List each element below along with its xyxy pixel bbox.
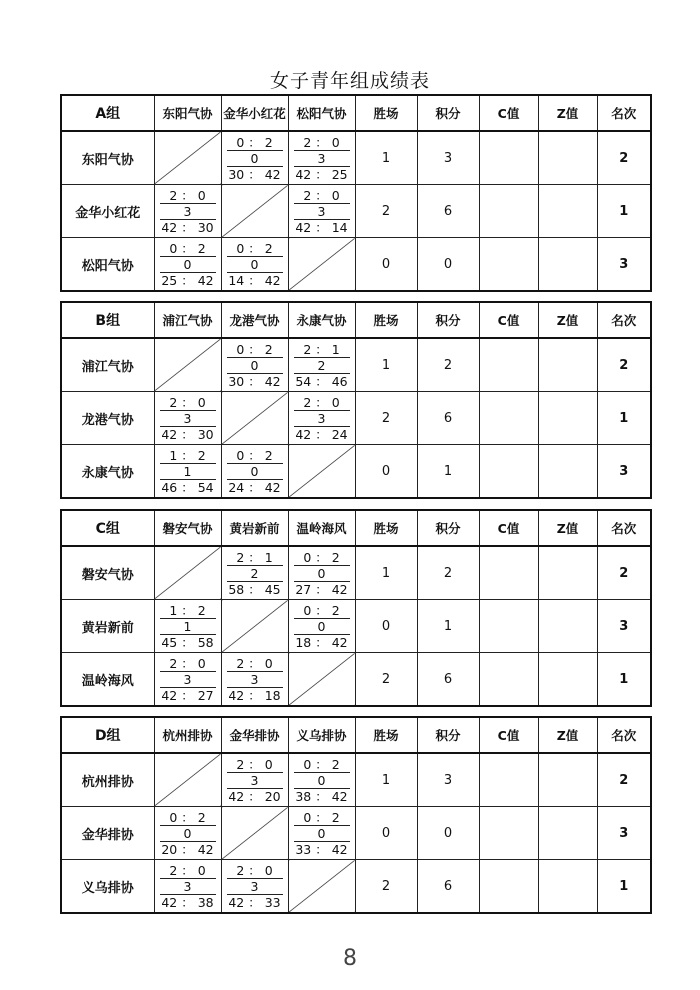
points-awarded: 3 (160, 411, 216, 427)
table-row (61, 338, 651, 392)
match-score (289, 600, 355, 652)
z-value (538, 653, 597, 707)
page-title: 女子青年组成绩表 (269, 70, 430, 92)
wins-value: 1 (355, 131, 417, 185)
match-result-cell (221, 653, 288, 707)
match-result-cell (154, 807, 221, 860)
header-wins: 胜场 (355, 717, 417, 753)
wins-value: 2 (355, 185, 417, 238)
table-row (61, 860, 651, 914)
points-value: 6 (417, 653, 479, 707)
column-team-name: 金华小红花 (221, 95, 288, 131)
column-team-name: 龙港气协 (221, 302, 288, 338)
set-score: 0 ： 2 (294, 757, 350, 773)
points-value: 2 (417, 338, 479, 392)
c-value (479, 338, 538, 392)
table-row (61, 546, 651, 600)
match-result-cell (154, 238, 221, 292)
group-table (60, 301, 652, 499)
column-team-name: 金华排协 (221, 717, 288, 753)
match-result-cell (288, 753, 355, 807)
z-value (538, 338, 597, 392)
column-team-name: 松阳气协 (288, 95, 355, 131)
points-value: 6 (417, 860, 479, 914)
rally-points: 42 ： 20 (228, 788, 281, 804)
wins-value: 2 (355, 653, 417, 707)
match-result-cell (221, 131, 288, 185)
rally-points: 27 ： 42 (295, 581, 348, 597)
rank-value: 3 (597, 600, 651, 653)
rally-points: 20 ： 42 (161, 841, 214, 857)
c-value (479, 131, 538, 185)
points-value: 1 (417, 445, 479, 499)
header-c-value: C值 (479, 302, 538, 338)
self-match-cell (154, 546, 221, 600)
match-result-cell (221, 338, 288, 392)
c-value (479, 600, 538, 653)
table-row (61, 807, 651, 860)
match-result-cell (221, 445, 288, 499)
header-points: 积分 (417, 302, 479, 338)
points-awarded: 0 (294, 826, 350, 842)
match-score (289, 807, 355, 859)
c-value (479, 807, 538, 860)
set-score: 0 ： 2 (227, 241, 283, 257)
header-row (61, 510, 651, 546)
table-row (61, 653, 651, 707)
points-value: 3 (417, 131, 479, 185)
table-row (61, 131, 651, 185)
set-score: 2 ： 0 (227, 656, 283, 672)
header-row (61, 717, 651, 753)
match-result-cell (288, 338, 355, 392)
points-value: 6 (417, 392, 479, 445)
rally-points: 46 ： 54 (161, 479, 214, 495)
group-table (60, 509, 652, 707)
wins-value: 0 (355, 238, 417, 292)
c-value (479, 653, 538, 707)
points-value: 0 (417, 238, 479, 292)
header-wins: 胜场 (355, 510, 417, 546)
set-score: 0 ： 2 (294, 810, 350, 826)
points-awarded: 3 (294, 204, 350, 220)
rank-value: 3 (597, 445, 651, 499)
header-points: 积分 (417, 95, 479, 131)
match-result-cell (154, 445, 221, 499)
set-score: 2 ： 0 (160, 863, 216, 879)
points-awarded: 2 (294, 358, 350, 374)
points-value: 0 (417, 807, 479, 860)
match-result-cell (288, 600, 355, 653)
rally-points: 42 ： 25 (295, 166, 348, 182)
column-team-name: 义乌排协 (288, 717, 355, 753)
match-result-cell (288, 131, 355, 185)
set-score: 2 ： 0 (227, 757, 283, 773)
header-rank: 名次 (597, 95, 651, 131)
points-awarded: 2 (227, 566, 283, 582)
set-score: 0 ： 2 (227, 448, 283, 464)
column-team-name: 东阳气协 (154, 95, 221, 131)
row-team-name: 龙港气协 (61, 392, 154, 445)
rally-points: 25 ： 42 (161, 272, 214, 288)
row-team-name: 黄岩新前 (61, 600, 154, 653)
row-team-name: 金华小红花 (61, 185, 154, 238)
match-result-cell (154, 600, 221, 653)
header-wins: 胜场 (355, 302, 417, 338)
z-value (538, 807, 597, 860)
c-value (479, 238, 538, 292)
match-score (222, 653, 288, 705)
header-z-value: Z值 (538, 95, 597, 131)
match-result-cell (288, 546, 355, 600)
group-name: C组 (61, 510, 154, 546)
points-awarded: 3 (160, 672, 216, 688)
rally-points: 58 ： 45 (228, 581, 281, 597)
points-awarded: 3 (227, 672, 283, 688)
page-number: 8 (343, 946, 357, 971)
points-awarded: 1 (160, 464, 216, 480)
points-awarded: 3 (160, 204, 216, 220)
column-team-name: 浦江气协 (154, 302, 221, 338)
set-score: 2 ： 1 (227, 550, 283, 566)
match-score (289, 185, 355, 237)
z-value (538, 185, 597, 238)
rally-points: 33 ： 42 (295, 841, 348, 857)
points-awarded: 0 (227, 257, 283, 273)
rank-value: 2 (597, 131, 651, 185)
rank-value: 1 (597, 185, 651, 238)
set-score: 0 ： 2 (227, 135, 283, 151)
row-team-name: 松阳气协 (61, 238, 154, 292)
row-team-name: 东阳气协 (61, 131, 154, 185)
points-value: 3 (417, 753, 479, 807)
points-awarded: 3 (294, 151, 350, 167)
row-team-name: 杭州排协 (61, 753, 154, 807)
group-table (60, 716, 652, 914)
match-result-cell (288, 185, 355, 238)
rally-points: 42 ： 14 (295, 219, 348, 235)
header-points: 积分 (417, 717, 479, 753)
wins-value: 1 (355, 338, 417, 392)
rally-points: 42 ： 27 (161, 687, 214, 703)
rally-points: 42 ： 33 (228, 894, 281, 910)
group-name: B组 (61, 302, 154, 338)
header-z-value: Z值 (538, 302, 597, 338)
match-score (289, 132, 355, 184)
set-score: 0 ： 2 (294, 603, 350, 619)
rally-points: 24 ： 42 (228, 479, 281, 495)
wins-value: 0 (355, 600, 417, 653)
z-value (538, 860, 597, 914)
match-result-cell (288, 807, 355, 860)
column-team-name: 温岭海风 (288, 510, 355, 546)
row-team-name: 磐安气协 (61, 546, 154, 600)
self-match-cell (288, 653, 355, 707)
points-awarded: 0 (294, 566, 350, 582)
match-result-cell (221, 238, 288, 292)
points-awarded: 0 (160, 257, 216, 273)
match-score (222, 132, 288, 184)
row-team-name: 金华排协 (61, 807, 154, 860)
rally-points: 45 ： 58 (161, 634, 214, 650)
rally-points: 42 ： 24 (295, 426, 348, 442)
c-value (479, 392, 538, 445)
wins-value: 1 (355, 546, 417, 600)
points-awarded: 3 (227, 773, 283, 789)
group-name: A组 (61, 95, 154, 131)
wins-value: 2 (355, 392, 417, 445)
rank-value: 1 (597, 653, 651, 707)
c-value (479, 860, 538, 914)
match-score (155, 445, 221, 497)
header-rank: 名次 (597, 302, 651, 338)
rally-points: 42 ： 30 (161, 426, 214, 442)
z-value (538, 546, 597, 600)
set-score: 1 ： 2 (160, 448, 216, 464)
match-result-cell (221, 860, 288, 914)
column-team-name: 磐安气协 (154, 510, 221, 546)
match-result-cell (154, 185, 221, 238)
match-score (222, 860, 288, 912)
header-rank: 名次 (597, 510, 651, 546)
match-score (222, 547, 288, 599)
rally-points: 42 ： 30 (161, 219, 214, 235)
rank-value: 1 (597, 860, 651, 914)
row-team-name: 永康气协 (61, 445, 154, 499)
match-score (155, 653, 221, 705)
match-score (155, 860, 221, 912)
column-team-name: 杭州排协 (154, 717, 221, 753)
self-match-cell (288, 445, 355, 499)
wins-value: 0 (355, 807, 417, 860)
set-score: 2 ： 0 (160, 395, 216, 411)
points-awarded: 0 (294, 773, 350, 789)
match-result-cell (154, 860, 221, 914)
z-value (538, 445, 597, 499)
rally-points: 30 ： 42 (228, 373, 281, 389)
rank-value: 2 (597, 546, 651, 600)
self-match-cell (221, 392, 288, 445)
rank-value: 2 (597, 338, 651, 392)
match-score (222, 754, 288, 806)
row-team-name: 义乌排协 (61, 860, 154, 914)
set-score: 2 ： 0 (160, 188, 216, 204)
z-value (538, 238, 597, 292)
group-table (60, 94, 652, 292)
rally-points: 14 ： 42 (228, 272, 281, 288)
set-score: 1 ： 2 (160, 603, 216, 619)
set-score: 2 ： 0 (294, 395, 350, 411)
points-awarded: 3 (227, 879, 283, 895)
wins-value: 1 (355, 753, 417, 807)
self-match-cell (154, 753, 221, 807)
z-value (538, 131, 597, 185)
points-value: 6 (417, 185, 479, 238)
header-c-value: C值 (479, 717, 538, 753)
set-score: 2 ： 0 (294, 188, 350, 204)
self-match-cell (154, 131, 221, 185)
match-score (289, 339, 355, 391)
set-score: 2 ： 1 (294, 342, 350, 358)
table-row (61, 445, 651, 499)
c-value (479, 445, 538, 499)
self-match-cell (288, 860, 355, 914)
header-z-value: Z值 (538, 717, 597, 753)
match-score (222, 339, 288, 391)
header-c-value: C值 (479, 95, 538, 131)
points-awarded: 0 (160, 826, 216, 842)
group-name: D组 (61, 717, 154, 753)
header-row (61, 302, 651, 338)
match-score (289, 754, 355, 806)
wins-value: 2 (355, 860, 417, 914)
match-result-cell (221, 546, 288, 600)
self-match-cell (154, 338, 221, 392)
header-c-value: C值 (479, 510, 538, 546)
table-row (61, 238, 651, 292)
self-match-cell (221, 185, 288, 238)
match-score (155, 807, 221, 859)
header-rank: 名次 (597, 717, 651, 753)
table-row (61, 753, 651, 807)
z-value (538, 392, 597, 445)
header-points: 积分 (417, 510, 479, 546)
self-match-cell (288, 238, 355, 292)
points-awarded: 1 (160, 619, 216, 635)
table-row (61, 600, 651, 653)
match-result-cell (154, 392, 221, 445)
points-awarded: 3 (294, 411, 350, 427)
points-awarded: 0 (227, 358, 283, 374)
header-row (61, 95, 651, 131)
header-z-value: Z值 (538, 510, 597, 546)
rally-points: 54 ： 46 (295, 373, 348, 389)
points-awarded: 0 (227, 151, 283, 167)
match-score (222, 445, 288, 497)
match-score (289, 392, 355, 444)
match-result-cell (221, 753, 288, 807)
row-team-name: 温岭海风 (61, 653, 154, 707)
header-wins: 胜场 (355, 95, 417, 131)
rally-points: 30 ： 42 (228, 166, 281, 182)
points-awarded: 0 (227, 464, 283, 480)
rank-value: 3 (597, 807, 651, 860)
set-score: 2 ： 0 (160, 656, 216, 672)
row-team-name: 浦江气协 (61, 338, 154, 392)
column-team-name: 永康气协 (288, 302, 355, 338)
points-awarded: 3 (160, 879, 216, 895)
rally-points: 42 ： 38 (161, 894, 214, 910)
points-awarded: 0 (294, 619, 350, 635)
match-result-cell (288, 392, 355, 445)
points-value: 2 (417, 546, 479, 600)
table-row (61, 185, 651, 238)
match-score (155, 238, 221, 290)
c-value (479, 185, 538, 238)
rally-points: 38 ： 42 (295, 788, 348, 804)
self-match-cell (221, 600, 288, 653)
c-value (479, 753, 538, 807)
match-result-cell (154, 653, 221, 707)
rally-points: 18 ： 42 (295, 634, 348, 650)
table-row (61, 392, 651, 445)
rank-value: 2 (597, 753, 651, 807)
match-score (289, 547, 355, 599)
c-value (479, 546, 538, 600)
z-value (538, 753, 597, 807)
set-score: 0 ： 2 (227, 342, 283, 358)
match-score (222, 238, 288, 290)
set-score: 2 ： 0 (227, 863, 283, 879)
z-value (538, 600, 597, 653)
set-score: 0 ： 2 (160, 810, 216, 826)
set-score: 2 ： 0 (294, 135, 350, 151)
set-score: 0 ： 2 (160, 241, 216, 257)
column-team-name: 黄岩新前 (221, 510, 288, 546)
match-score (155, 185, 221, 237)
wins-value: 0 (355, 445, 417, 499)
rank-value: 3 (597, 238, 651, 292)
self-match-cell (221, 807, 288, 860)
match-score (155, 392, 221, 444)
rally-points: 42 ： 18 (228, 687, 281, 703)
rank-value: 1 (597, 392, 651, 445)
set-score: 0 ： 2 (294, 550, 350, 566)
match-score (155, 600, 221, 652)
points-value: 1 (417, 600, 479, 653)
